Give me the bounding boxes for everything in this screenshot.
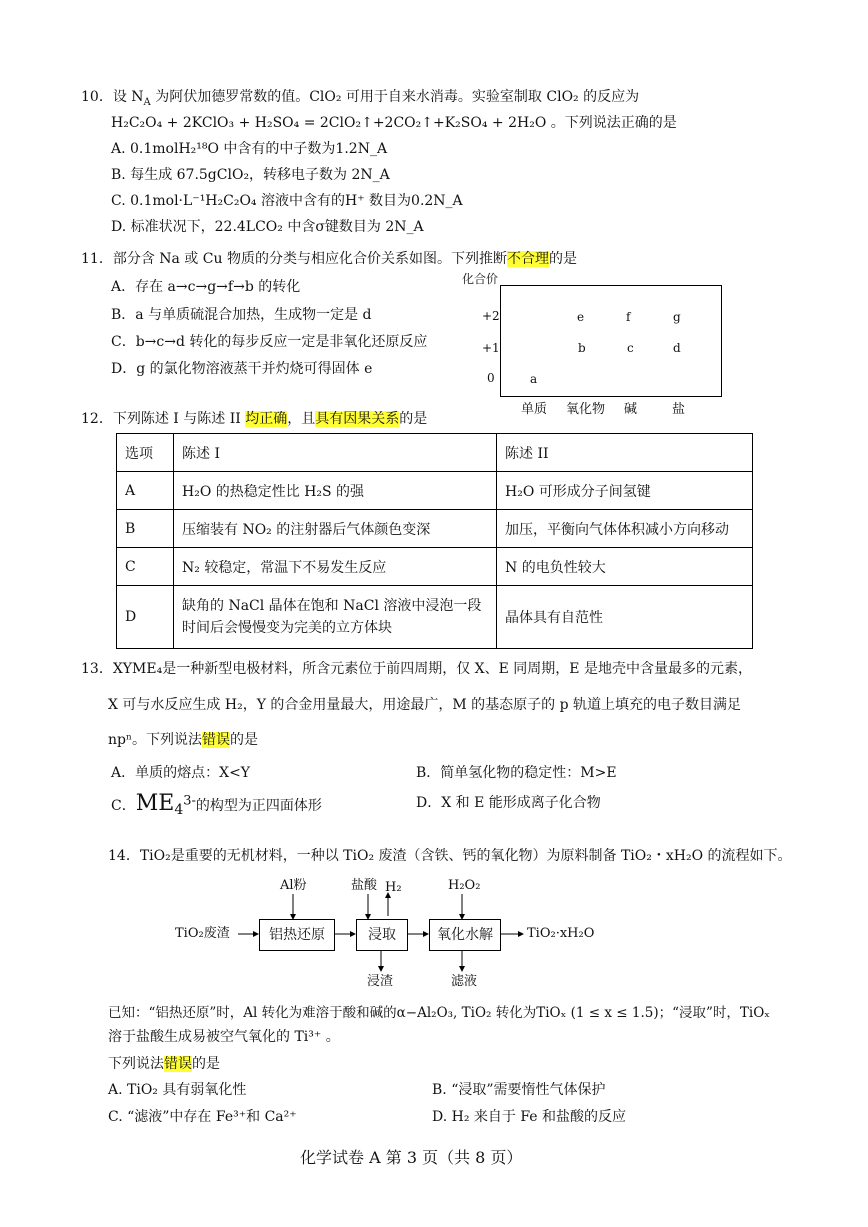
q13-line2: X 可与水反应生成 H₂，Y 的合金用量最大，用途最广，M 的基态原子的 p 轨道上填充的电子数目满足 xyxy=(108,697,742,713)
q10-equation: H₂C₂O₄ + 2KClO₃ + H₂SO₄ = 2ClO₂↑+2CO₂↑+K₂SO₄ + 2H₂O 。下列说法正确的是 xyxy=(111,115,677,131)
q14-option-a: A. TiO₂ 具有弱氧化性 xyxy=(108,1082,247,1098)
q10-option-b: B. 每生成 67.5gClO₂，转移电子数为 2N_A xyxy=(111,167,390,183)
q11-option-c: C．b→c→d 转化的每步反应一定是非氧化还原反应 xyxy=(111,334,428,350)
row-statement-1: H₂O 的热稳定性比 H₂S 的强 xyxy=(174,472,497,510)
q14-stem: 14．TiO₂是重要的无机材料，一种以 TiO₂ 废渣（含铁、钙的氧化物）为原料制备 TiO₂・xH₂O 的流程如下。 xyxy=(108,848,792,864)
row-statement-1: 缺角的 NaCl 晶体在饱和 NaCl 溶液中浸泡一段 时间后会慢慢变为完美的立方体块 xyxy=(174,586,497,649)
point-g: g xyxy=(673,310,681,324)
row-statement-2: 晶体具有自范性 xyxy=(497,586,753,649)
q13-option-c: C．$ME_4^{3-}$的构型为正四面体形 xyxy=(111,791,322,818)
flow-output: TiO₂·xH₂O xyxy=(527,926,595,941)
q14-option-c: C. “滤液”中存在 Fe³⁺和 Ca²⁺ xyxy=(108,1109,297,1125)
row-option: B xyxy=(117,510,174,548)
flow-input: TiO₂废渣 xyxy=(175,926,230,941)
q12-stem: 12．下列陈述 I 与陈述 II 均正确，且具有因果关系的是 xyxy=(81,411,428,427)
q13-option-d: D．X 和 E 能形成离子化合物 xyxy=(416,795,601,811)
row-statement-2: N 的电负性较大 xyxy=(497,548,753,586)
flow-step-thermite: 铝热还原 xyxy=(259,919,335,951)
row-statement-1: 压缩装有 NO₂ 的注射器后气体颜色变深 xyxy=(174,510,497,548)
x-label-salt: 盐 xyxy=(672,402,686,417)
q14-option-d: D. H₂ 来自于 Fe 和盐酸的反应 xyxy=(432,1109,627,1125)
header-statement-1: 陈述 I xyxy=(174,434,497,472)
q14-ask: 下列说法错误的是 xyxy=(108,1056,220,1072)
q13-line3: npⁿ。下列说法错误的是 xyxy=(108,732,259,748)
flow-step-oxidize: 氧化水解 xyxy=(429,919,501,951)
page-footer: 化学试卷 A 第 3 页（共 8 页） xyxy=(300,1148,523,1167)
q10-stem: 10．设 $N_A$ 为阿伏加德罗常数的值。ClO₂ 可用于自来水消毒。实验室制取 ClO₂ 的反应为 xyxy=(81,89,640,108)
header-option: 选项 xyxy=(117,434,174,472)
row-statement-2: 加压，平衡向气体体积减小方向移动 xyxy=(497,510,753,548)
point-e: e xyxy=(577,310,585,324)
q14-known-2: 溶于盐酸生成易被空气氧化的 Ti³⁺ 。 xyxy=(108,1029,340,1045)
q11-option-a: A．存在 a→c→g→f→b 的转化 xyxy=(111,279,301,295)
row-option: A xyxy=(117,472,174,510)
point-d: d xyxy=(673,341,681,355)
header-statement-2: 陈述 II xyxy=(497,434,753,472)
flow-filtrate: 滤液 xyxy=(451,974,478,989)
q14-option-b: B. “浸取”需要惰性气体保护 xyxy=(432,1082,606,1098)
flow-h2o2: H₂O₂ xyxy=(448,878,481,893)
row-option: C xyxy=(117,548,174,586)
q10-option-a: A. 0.1molH₂¹⁸O 中含有的中子数为1.2N_A xyxy=(111,141,388,157)
flow-leach-residue: 浸渣 xyxy=(367,974,394,989)
row-statement-2: H₂O 可形成分子间氢键 xyxy=(497,472,753,510)
row-option: D xyxy=(117,586,174,649)
y-tick-plus1: +1 xyxy=(482,341,500,355)
point-b: b xyxy=(578,341,586,355)
q11-stem: 11．部分含 Na 或 Cu 物质的分类与相应化合价关系如图。下列推断不合理的是 xyxy=(81,251,577,267)
point-a: a xyxy=(530,372,538,386)
q10-option-c: C. 0.1mol·L⁻¹H₂C₂O₄ 溶液中含有的H⁺ 数目为0.2N_A xyxy=(111,193,463,209)
row-statement-1: N₂ 较稳定，常温下不易发生反应 xyxy=(174,548,497,586)
flow-al-powder: Al粉 xyxy=(280,878,307,893)
q14-known-1: 已知：“铝热还原”时，Al 转化为难溶于酸和碱的α−Al₂O₃, TiO₂ 转化为TiOₓ (1 ≤ x ≤ 1.5)；“浸取”时，TiOₓ xyxy=(108,1005,771,1021)
flow-step-leach: 浸取 xyxy=(356,919,408,951)
q11-option-b: B．a 与单质硫混合加热，生成物一定是 d xyxy=(111,307,372,323)
y-tick-plus2: +2 xyxy=(482,309,500,323)
point-f: f xyxy=(626,310,631,324)
flow-h2: H₂ xyxy=(385,880,402,895)
y-tick-zero: 0 xyxy=(487,371,495,385)
point-c: c xyxy=(627,341,634,355)
flow-hcl: 盐酸 xyxy=(351,878,378,893)
graph-y-title: 化合价 xyxy=(462,272,499,286)
q13-option-b: B．简单氢化物的稳定性：M>E xyxy=(416,765,617,781)
x-label-base: 碱 xyxy=(624,402,638,417)
q13-line1: 13．XYME₄是一种新型电极材料，所含元素位于前四周期，仅 X、E 同周期，E 是地壳中含量最多的元素， xyxy=(81,661,752,677)
x-label-oxide: 氧化物 xyxy=(566,402,606,417)
x-label-element: 单质 xyxy=(521,402,548,417)
q13-option-a: A．单质的熔点：X<Y xyxy=(111,765,251,781)
q11-option-d: D．g 的氯化物溶液蒸干并灼烧可得固体 e xyxy=(111,361,373,377)
q10-option-d: D. 标准状况下，22.4LCO₂ 中含σ键数目为 2N_A xyxy=(111,219,424,235)
